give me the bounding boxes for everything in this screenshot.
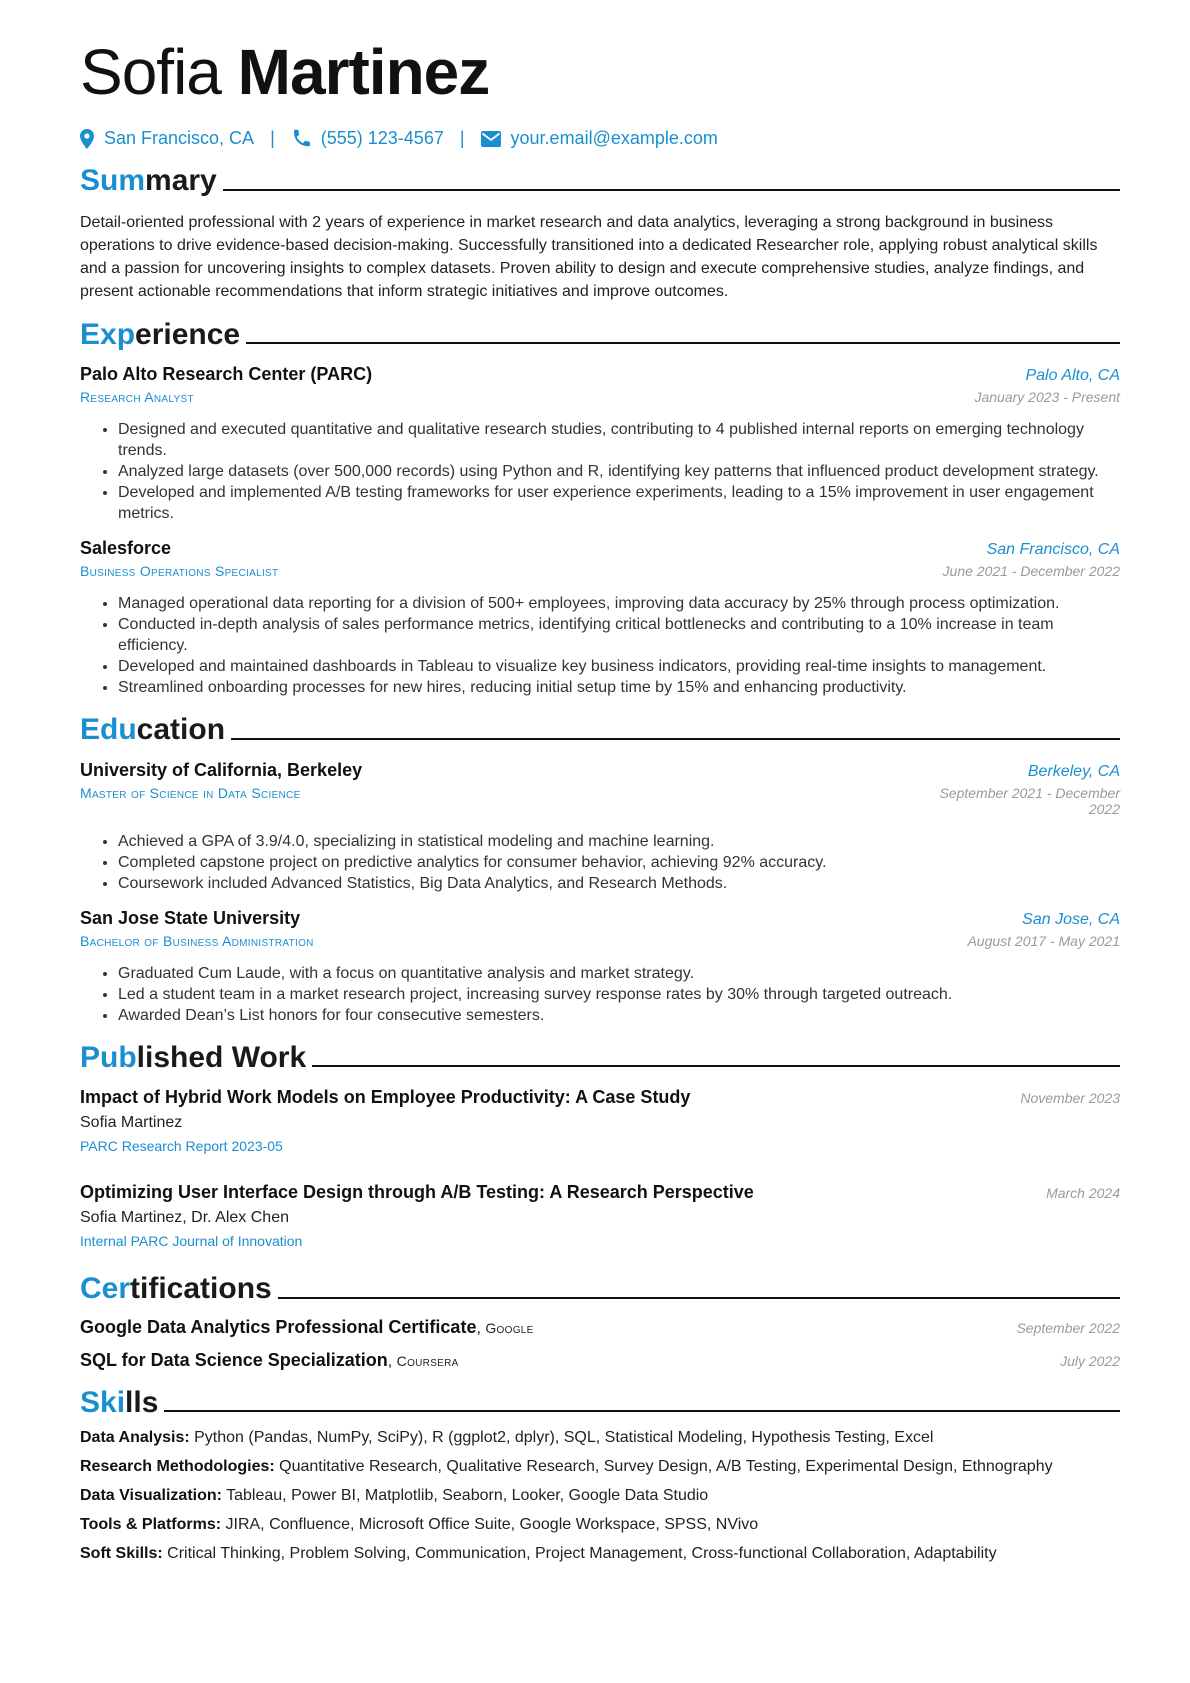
- section-rule: [223, 189, 1120, 191]
- school-name: San Jose State University: [80, 907, 301, 928]
- list-item: • Coursework included Advanced Statistics, Big Data Analytics, and Research Methods.: [118, 873, 1120, 894]
- skill-items: Tableau, Power BI, Matplotlib, Seaborn, Looker, Google Data Studio: [226, 1487, 709, 1504]
- contact-bar: [80, 128, 1120, 149]
- section-title-accent: Pub: [80, 1040, 137, 1074]
- section-title: [80, 165, 217, 197]
- envelope-icon: [481, 131, 501, 147]
- list-item: • Developed and maintained dashboards in Tableau to visualize key business indicators, providing real-time insights to management.: [118, 656, 1120, 677]
- list-item: • Streamlined onboarding processes for new hires, reducing initial setup time by 15% and enhancing productivity.: [118, 677, 1120, 698]
- contact-separator: |: [270, 128, 275, 148]
- certification-issuer: Google: [485, 1319, 534, 1336]
- list-item: • Awarded Dean’s List honors for four consecutive semesters.: [118, 1005, 1120, 1026]
- contact-location: [80, 128, 254, 149]
- section-title-accent: Edu: [80, 713, 137, 746]
- section-title-accent: Exp: [80, 317, 136, 351]
- achievement-list: [80, 963, 1120, 1026]
- phone-icon: [291, 129, 311, 149]
- section-title: [80, 319, 240, 351]
- list-item: • Conducted in-depth analysis of sales performance metrics, identifying critical bottlenecks and contributing to a 10% increase in team efficiency.: [118, 614, 1120, 656]
- job-dates: January 2023 - Present: [974, 389, 1120, 405]
- publication-venue: Internal PARC Journal of Innovation: [80, 1233, 303, 1249]
- employer-name: Salesforce: [80, 538, 172, 558]
- achievement-list: [80, 593, 1120, 698]
- certification-date: September 2022: [1016, 1319, 1120, 1336]
- skill-row: [80, 1545, 1120, 1563]
- publication-date: March 2024: [1046, 1185, 1120, 1201]
- skill-items: Python (Pandas, NumPy, SciPy), R (ggplot2, dplyr), SQL, Statistical Modeling, Hypothesis Testing, Excel: [194, 1429, 934, 1446]
- section-title: [80, 1273, 272, 1305]
- certifications-heading: [80, 1273, 1120, 1305]
- skill-category: Soft Skills:: [80, 1545, 163, 1562]
- certification-issuer: Coursera: [396, 1352, 459, 1369]
- skill-row: [80, 1487, 1120, 1505]
- study-dates: August 2017 - May 2021: [967, 932, 1120, 949]
- job-location: Palo Alto, CA: [1025, 367, 1120, 384]
- published-work-heading: [80, 1042, 1120, 1074]
- job-title: Research Analyst: [80, 389, 194, 405]
- education-entry: [80, 908, 1120, 1026]
- phone-text: (555) 123-4567: [320, 128, 444, 148]
- achievement-list: [80, 831, 1120, 894]
- job-location: San Francisco, CA: [986, 541, 1120, 558]
- summary-text: Detail-oriented professional with 2 years of experience in market research and data analytics, leveraging a strong background in business operations to drive evidence-based decision-making. Successfully transitioned into a dedicated Researcher role, applying robust analytical skills and a passion for uncovering insights to complex datasets. Proven ability to design and execute comprehensive studies, analyze findings, and present actionable recommendations that inform strategic initiatives and improve outcomes.: [80, 213, 1098, 300]
- school-location: Berkeley, CA: [1027, 762, 1120, 780]
- section-rule: [312, 1065, 1120, 1067]
- skills-heading: [80, 1387, 1120, 1419]
- list-item: • Graduated Cum Laude, with a focus on quantitative analysis and market strategy.: [118, 963, 1120, 984]
- publication-venue: PARC Research Report 2023-05: [80, 1138, 283, 1154]
- section-title-accent: Cer: [80, 1272, 131, 1305]
- achievement-list: [80, 419, 1120, 524]
- education-entry: [80, 760, 1120, 894]
- section-title: [80, 1387, 158, 1419]
- certification-date: July 2022: [1060, 1352, 1120, 1369]
- email-text: your.email@example.com: [510, 128, 718, 148]
- certification-entry: [80, 1350, 1120, 1371]
- publication-entry: [80, 1182, 1120, 1249]
- skill-row: [80, 1458, 1120, 1476]
- section-title-accent: Ski: [80, 1385, 126, 1419]
- skill-category: Data Visualization:: [80, 1487, 222, 1504]
- certification-name: SQL for Data Science Specialization: [80, 1349, 388, 1370]
- section-title-rest: mary: [145, 164, 217, 197]
- job-dates: June 2021 - December 2022: [942, 563, 1120, 579]
- map-pin-icon: [80, 129, 94, 149]
- skill-row: [80, 1429, 1120, 1447]
- experience-heading: [80, 319, 1120, 351]
- list-item: • Led a student team in a market research project, increasing survey response rates by 30% through targeted outreach.: [118, 984, 1120, 1005]
- list-item: • Achieved a GPA of 3.9/4.0, specializing in statistical modeling and machine learning.: [118, 831, 1120, 852]
- certification-name: Google Data Analytics Professional Certificate: [80, 1316, 477, 1337]
- certification-comma: ,: [476, 1319, 486, 1337]
- contact-phone[interactable]: [291, 128, 444, 149]
- list-item: • Developed and implemented A/B testing frameworks for user experience experiments, leading to a 15% improvement in user engagement metrics.: [118, 482, 1120, 524]
- section-title-rest: erience: [135, 317, 241, 351]
- publication-date: November 2023: [1020, 1090, 1120, 1106]
- section-rule: [164, 1410, 1120, 1412]
- school-name: University of California, Berkeley: [80, 759, 363, 780]
- section-rule: [246, 342, 1120, 344]
- publication-authors: Sofia Martinez, Dr. Alex Chen: [80, 1209, 289, 1226]
- last-name: Martinez: [237, 36, 490, 108]
- publication-authors: Sofia Martinez: [80, 1114, 183, 1131]
- experience-entry: [80, 364, 1120, 524]
- education-heading: [80, 714, 1120, 746]
- section-title: [80, 1042, 306, 1074]
- list-item: • Managed operational data reporting for a division of 500+ employees, improving data accuracy by 25% through process optimization.: [118, 593, 1120, 614]
- employer-name: Palo Alto Research Center (PARC): [80, 364, 373, 384]
- skill-category: Data Analysis:: [80, 1429, 190, 1446]
- list-item: • Analyzed large datasets (over 500,000 records) using Python and R, identifying key patterns that influenced product development strategy.: [118, 461, 1120, 482]
- study-dates: September 2021 - December 2022: [939, 784, 1120, 817]
- publication-title: Impact of Hybrid Work Models on Employee Productivity: A Case Study: [80, 1087, 691, 1107]
- degree-name: Bachelor of Business Administration: [80, 932, 314, 949]
- certification-comma: ,: [387, 1352, 397, 1370]
- section-title-accent: Sum: [80, 164, 146, 197]
- section-title-rest: cation: [136, 713, 226, 746]
- list-item: • Completed capstone project on predictive analytics for consumer behavior, achieving 92% accuracy.: [118, 852, 1120, 873]
- school-location: San Jose, CA: [1022, 910, 1120, 928]
- contact-email[interactable]: [481, 128, 718, 149]
- candidate-name: [80, 36, 1120, 108]
- section-title-rest: lished Work: [136, 1040, 307, 1074]
- location-text: San Francisco, CA: [104, 128, 255, 148]
- skill-items: Critical Thinking, Problem Solving, Communication, Project Management, Cross-functional Collaboration, Adaptability: [167, 1545, 997, 1562]
- section-rule: [278, 1297, 1120, 1299]
- skill-row: [80, 1516, 1120, 1534]
- section-rule: [231, 738, 1120, 740]
- certification-entry: [80, 1317, 1120, 1338]
- list-item: • Designed and executed quantitative and qualitative research studies, contributing to 4 published internal reports on emerging technology trends.: [118, 419, 1120, 461]
- publication-title: Optimizing User Interface Design through A/B Testing: A Research Perspective: [80, 1182, 754, 1202]
- skill-category: Research Methodologies:: [80, 1458, 275, 1475]
- summary-heading: [80, 165, 1120, 197]
- experience-entry: [80, 538, 1120, 698]
- contact-separator: |: [459, 128, 465, 148]
- first-name: Sofia: [80, 36, 221, 108]
- skill-category: Tools & Platforms:: [80, 1516, 222, 1533]
- skill-items: Quantitative Research, Qualitative Research, Survey Design, A/B Testing, Experimental Design, Ethnography: [279, 1458, 1053, 1475]
- publication-entry: [80, 1087, 1120, 1154]
- section-title: [80, 714, 225, 746]
- section-title-rest: tifications: [130, 1272, 272, 1305]
- job-title: Business Operations Specialist: [80, 563, 279, 579]
- section-title-rest: lls: [125, 1385, 159, 1419]
- degree-name: Master of Science in Data Science: [80, 784, 301, 801]
- skill-items: JIRA, Confluence, Microsoft Office Suite, Google Workspace, SPSS, NVivo: [225, 1516, 759, 1533]
